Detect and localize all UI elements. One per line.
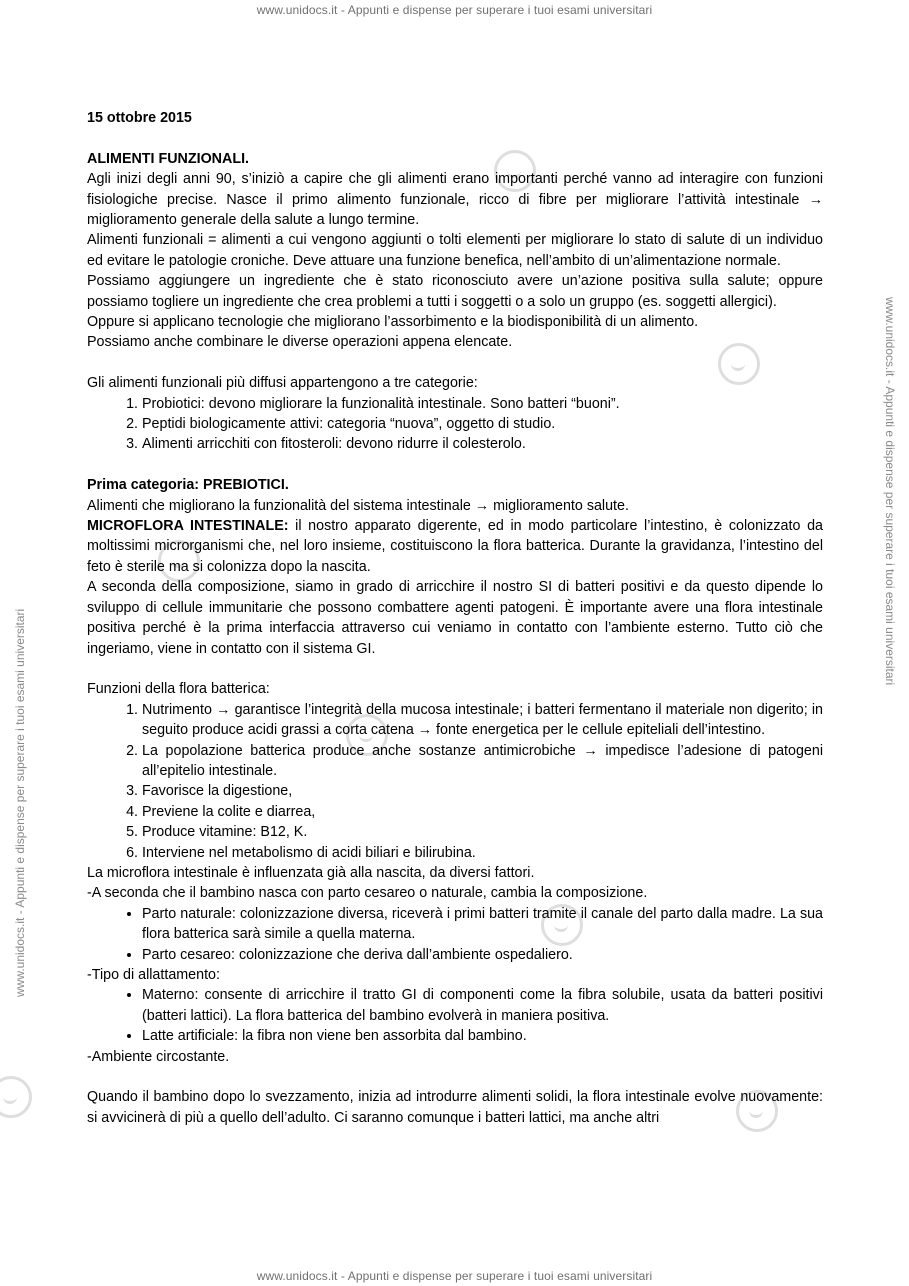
functions-intro: Funzioni della flora batterica: (87, 681, 270, 698)
composition-paragraph: A seconda della composizione, siamo in grado di arricchire il nostro SI di batteri positivi e da questo dipende lo sviluppo di cellule immunitarie che possono combattere agenti patogeni. È importante avere una flora intestinale positiva perché è la prima interfaccia attraverso cui veniamo in contatto con l’ambiente esterno. Tutto ciò che ingeriamo, viene in contatto con il sistema GI. (87, 579, 823, 657)
right-side-watermark: www.unidocs.it - Appunti e dispense per superare i tuoi esami universitari (883, 297, 897, 686)
list-item: 1. Probiotici: devono migliorare la funzionalità intestinale. Sono batteri “buoni”. (142, 394, 823, 414)
list-item: 3. Favorisce la digestione, (142, 781, 823, 801)
list-item: • Parto cesareo: colonizzazione che deriva dall’ambiente ospedaliero. (142, 945, 823, 965)
intro-paragraph: Agli inizi degli anni 90, s’iniziò a capire che gli alimenti erano importanti perché vanno ad interagire con funzioni fisiologiche precise. Nasce il primo alimento funzionale, ricco di fibre per migliorare l’attività intestinale → miglioramento generale della salute a lungo termine. (87, 171, 823, 229)
feeding-list (87, 985, 823, 1046)
intro-paragraph: Possiamo anche combinare le diverse operazioni appena elencate. (87, 334, 513, 351)
intro-paragraph: Alimenti funzionali = alimenti a cui vengono aggiunti o tolti elementi per migliorare lo stato di salute di un individuo ed evitare le patologie croniche. Deve attuare una funzione benefica, nell’ambito di un’alimentazione normale. (87, 232, 823, 269)
list-item: • Latte artificiale: la fibra non viene ben assorbita dal bambino. (142, 1026, 823, 1046)
section-line: Alimenti che migliorano la funzionalità del sistema intestinale → miglioramento salute. (87, 497, 629, 514)
list-item: • Materno: consente di arricchire il tratto GI di componenti come la fibra solubile, usata da batteri positivi (batteri lattici). La flora batterica del bambino evolverà in maniera positiva. (142, 985, 823, 1026)
functions-list (87, 700, 823, 863)
unidocs-logo-icon (0, 1076, 32, 1118)
influence-line: La microflora intestinale è influenzata già alla nascita, da diversi fattori. (87, 864, 535, 881)
list-item: 1. Nutrimento → garantisce l’integrità della mucosa intestinale; i batteri fermentano il materiale non digerito; in seguito produce acidi grassi a corta catena → fonte energetica per le cellule epiteliali dell’intestino. (142, 700, 823, 741)
section-title: ALIMENTI FUNZIONALI. (87, 150, 250, 167)
intro-paragraph: Possiamo aggiungere un ingrediente che è stato riconosciuto avere un’azione positiva sulla salute; oppure possiamo togliere un ingrediente che crea problemi a tutti i soggetti o a solo un gruppo (es. soggetti allergici). (87, 273, 823, 310)
list-item: 5. Produce vitamine: B12, K. (142, 822, 823, 842)
microflora-label: MICROFLORA INTESTINALE: (87, 518, 289, 535)
document-date: 15 ottobre 2015 (87, 110, 192, 126)
final-paragraph: Quando il bambino dopo lo svezzamento, inizia ad introdurre alimenti solidi, la flora intestinale evolve nuovamente: si avvicinerà di più a quello dell’adulto. Ci saranno comunque i batteri lattici, ma anche altri (87, 1089, 823, 1126)
birth-list (87, 904, 823, 965)
birth-line: -A seconda che il bambino nasca con parto cesareo o naturale, cambia la composizione. (87, 885, 648, 902)
list-item: • Parto naturale: colonizzazione diversa, riceverà i primi batteri tramite il canale del parto dalla madre. La sua flora batterica sarà simile a quella materna. (142, 904, 823, 945)
list-item: 2. Peptidi biologicamente attivi: categoria “nuova”, oggetto di studio. (142, 414, 823, 434)
list-item: 2. La popolazione batterica produce anche sostanze antimicrobiche → impedisce l’adesione di patogeni all’epitelio intestinale. (142, 741, 823, 782)
list-item: 6. Interviene nel metabolismo di acidi biliari e bilirubina. (142, 843, 823, 863)
document-body (87, 108, 823, 1128)
left-side-watermark: www.unidocs.it - Appunti e dispense per superare i tuoi esami universitari (13, 608, 27, 997)
section-heading: Prima categoria: PREBIOTICI. (87, 477, 289, 494)
feeding-line: -Tipo di allattamento: (87, 967, 220, 983)
microflora-paragraph (87, 516, 823, 577)
list-item: 3. Alimenti arricchiti con fitosteroli: devono ridurre il colesterolo. (142, 434, 823, 454)
intro-paragraph: Oppure si applicano tecnologie che migliorano l’assorbimento e la biodisponibilità di un alimento. (87, 314, 699, 331)
list-item: 4. Previene la colite e diarrea, (142, 802, 823, 822)
categories-list (87, 394, 823, 455)
microflora-text: il nostro apparato digerente, ed in modo particolare l’intestino, è colonizzato da moltissimi microrganismi che, nel loro insieme, costituiscono la flora batterica. Durante la gravidanza, l’intestino del feto è sterile ma si colonizza dopo la nascita. (87, 518, 823, 575)
categories-intro: Gli alimenti funzionali più diffusi appartengono a tre categorie: (87, 375, 478, 392)
header-watermark: www.unidocs.it - Appunti e dispense per superare i tuoi esami universitari (256, 3, 653, 17)
footer-watermark: www.unidocs.it - Appunti e dispense per superare i tuoi esami universitari (256, 1269, 653, 1283)
environment-line: -Ambiente circostante. (87, 1048, 230, 1065)
